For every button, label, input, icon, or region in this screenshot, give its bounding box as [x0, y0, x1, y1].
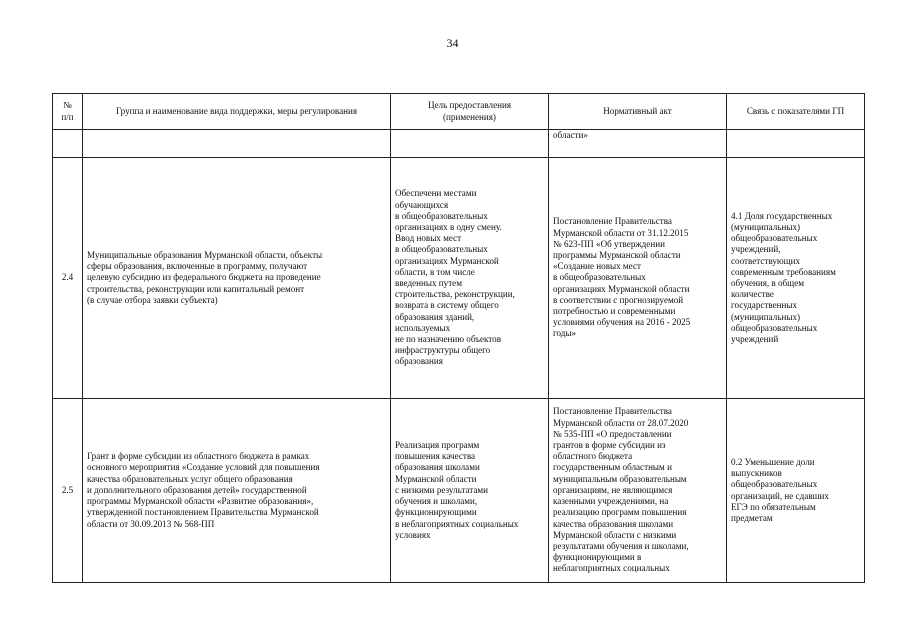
- continuation-group: [83, 130, 391, 158]
- header-link: Связь с показателями ГП: [727, 94, 865, 130]
- continuation-act: области»: [549, 130, 727, 158]
- header-number: № п/п: [53, 94, 83, 130]
- header-group: Группа и наименование вида поддержки, меры регулирования: [83, 94, 391, 130]
- continuation-link: [727, 130, 865, 158]
- header-act: Нормативный акт: [549, 94, 727, 130]
- row-link: 0.2 Уменьшение доли выпускников общеобразовательных организаций, не сдавших ЕГЭ по обязательным предметам: [727, 399, 865, 583]
- row-number: 2.5: [53, 399, 83, 583]
- table-header-row: [53, 94, 865, 130]
- row-link: 4.1 Доля государственных (муниципальных) общеобразовательных учреждений, соответствующих современным требованиям обучения, в общем количестве государственных (муниципальных) общеобразовательных учреждений: [727, 158, 865, 399]
- row-goal: Реализация программ повышения качества образования школами Мурманской области с низкими результатами обучения и школами, функционирующими в неблагоприятных социальных условиях: [391, 399, 549, 583]
- row-group: Муниципальные образования Мурманской области, объекты сферы образования, включенные в программу, получают целевую субсидию из федерального бюджета на проведение строительства, реконструкции или капитальный ремонт (в случае отбора заявки субъекта): [83, 158, 391, 399]
- continuation-row: [53, 130, 865, 158]
- row-group: Грант в форме субсидии из областного бюджета в рамках основного мероприятия «Создание условий для повышения качества образовательных услуг общего образования и дополнительного образования детей» государственной программы Мурманской области «Развитие образования», утвержденной постановлением Правительства Мурманской области от 30.09.2013 № 568-ПП: [83, 399, 391, 583]
- header-goal: Цель предоставления (применения): [391, 94, 549, 130]
- continuation-goal: [391, 130, 549, 158]
- continuation-number: [53, 130, 83, 158]
- row-number: 2.4: [53, 158, 83, 399]
- page-number: 34: [446, 36, 459, 50]
- support-measures-table: [52, 93, 865, 583]
- row-act: Постановление Правительства Мурманской области от 31.12.2015 № 623-ПП «Об утверждении программы Мурманской области «Создание новых мест в общеобразовательных организациях Мурманской области в соответствии с прогнозируемой потребностью и современными условиями обучения на 2016 - 2025 годы»: [549, 158, 727, 399]
- table-row: [53, 399, 865, 583]
- row-act: Постановление Правительства Мурманской области от 28.07.2020 № 535-ПП «О предоставлении грантов в форме субсидии из областного бюджета государственным областным и муниципальным образовательным организациям, не являющимся казенными учреждениями, на реализацию программ повышения качества образования школами Мурманской области с низкими результатами обучения и школами, функционирующими в неблагоприятных социальных: [549, 399, 727, 583]
- table-row: [53, 158, 865, 399]
- row-goal: Обеспечени местами обучающихся в общеобразовательных организациях в одну смену. Ввод новых мест в общеобразовательных организациях Мурманской области, в том числе введенных путем строительства, реконструкции, возврата в систему общего образования зданий, используемых не по назначению объектов инфраструктуры общего образования: [391, 158, 549, 399]
